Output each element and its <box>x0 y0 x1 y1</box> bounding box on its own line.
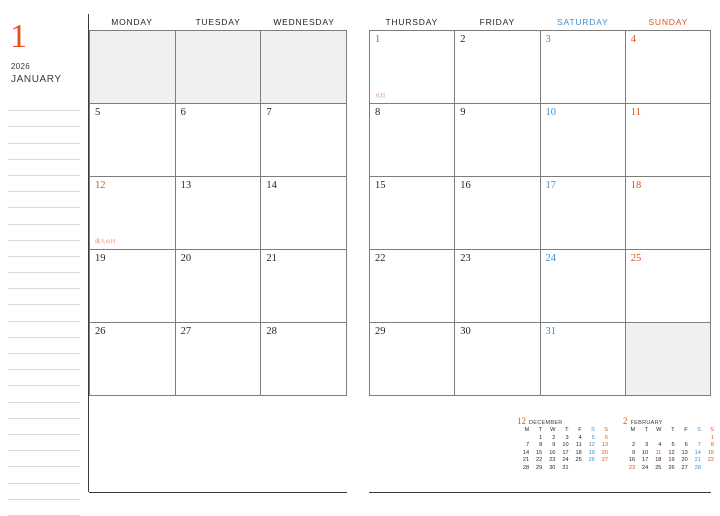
mini-weekday-header: F <box>578 427 582 433</box>
mini-day-cell: 26 <box>668 464 675 471</box>
note-line[interactable] <box>8 95 80 111</box>
day-number: 12 <box>95 180 106 191</box>
mini-day-cell: 20 <box>601 449 608 456</box>
mini-day-cell: 4 <box>578 434 582 441</box>
mini-weekday-row <box>623 427 715 435</box>
calendar-week-row <box>90 104 347 177</box>
calendar-day-cell[interactable] <box>626 31 711 104</box>
mini-calendar-table <box>623 427 715 473</box>
mini-day-cell: 13 <box>601 442 608 449</box>
calendar-cell-empty <box>261 31 347 104</box>
calendar-week-row <box>370 31 711 104</box>
mini-week-row <box>517 457 609 465</box>
mini-day-cell: 8 <box>710 442 714 449</box>
mini-week-row <box>517 450 609 458</box>
mini-week-row <box>623 450 715 458</box>
note-line[interactable] <box>8 305 80 321</box>
mini-calendar-table <box>517 427 609 473</box>
mini-day-cell: 28 <box>522 464 530 471</box>
mini-day-cell: 31 <box>562 464 569 471</box>
note-line[interactable] <box>8 322 80 338</box>
mini-day-cell: 15 <box>536 449 543 456</box>
note-line[interactable] <box>8 111 80 127</box>
mini-day-cell: 2 <box>552 434 556 441</box>
calendar-right-page <box>369 14 711 396</box>
mini-weekday-header: T <box>538 427 543 433</box>
day-number: 13 <box>180 180 192 191</box>
mini-day-cell: 9 <box>632 449 636 456</box>
mini-weekday-header: T <box>671 427 675 433</box>
calendar-day-cell[interactable] <box>176 177 262 250</box>
calendar-week-row <box>90 31 347 104</box>
calendar-day-cell[interactable] <box>90 177 176 250</box>
calendar-day-cell[interactable] <box>176 104 262 177</box>
calendar-day-cell[interactable] <box>455 177 540 250</box>
mini-day-cell: 21 <box>694 457 701 464</box>
note-line[interactable] <box>8 160 80 176</box>
mini-day-cell: 26 <box>588 457 595 464</box>
day-number: 4 <box>630 34 636 45</box>
calendar-day-cell[interactable] <box>370 177 455 250</box>
holiday-label: 成人の日 <box>95 239 116 245</box>
day-number: 16 <box>460 180 471 191</box>
day-number: 27 <box>180 326 192 337</box>
mini-day-cell: 19 <box>588 449 595 456</box>
day-number: 19 <box>95 253 106 264</box>
day-number: 23 <box>460 253 471 264</box>
mini-day-cell: 7 <box>526 442 530 449</box>
mini-day-cell: 14 <box>694 449 701 456</box>
mini-weekday-header: W <box>656 427 662 433</box>
calendar-day-cell[interactable] <box>261 104 347 177</box>
day-number: 10 <box>545 107 556 118</box>
mini-weekday-header: M <box>630 427 636 433</box>
mini-day-cell-empty <box>649 435 662 443</box>
mini-day-cell: 25 <box>575 457 582 464</box>
mini-day-cell: 19 <box>668 457 675 464</box>
weekday-header-friday: FRIDAY <box>479 17 515 27</box>
calendar-day-cell[interactable] <box>626 250 711 323</box>
calendar-day-cell[interactable] <box>541 104 626 177</box>
mini-calendar <box>517 416 609 473</box>
notes-lines[interactable] <box>8 95 80 516</box>
mini-day-cell: 6 <box>684 442 688 449</box>
mini-day-cell: 27 <box>601 457 608 464</box>
calendar-week-row <box>370 104 711 177</box>
mini-day-cell: 30 <box>549 464 556 471</box>
calendar-cell-empty <box>626 323 711 396</box>
day-number: 28 <box>266 326 277 337</box>
calendar-day-cell[interactable] <box>370 31 455 104</box>
day-number: 8 <box>375 107 381 118</box>
calendar-day-cell[interactable] <box>455 250 540 323</box>
calendar-day-cell[interactable] <box>370 250 455 323</box>
day-number: 15 <box>375 180 386 191</box>
mini-day-cell: 16 <box>628 457 636 464</box>
mini-day-cell: 18 <box>655 457 662 464</box>
mini-week-row <box>623 435 715 443</box>
mini-day-cell: 28 <box>694 464 701 471</box>
calendar-day-cell[interactable] <box>90 104 176 177</box>
mini-day-cell: 29 <box>536 464 543 471</box>
mini-day-cell: 15 <box>707 449 714 456</box>
note-line[interactable] <box>8 467 80 483</box>
calendar-day-cell[interactable] <box>90 250 176 323</box>
mini-weekday-header: T <box>565 427 569 433</box>
mini-day-cell: 5 <box>591 434 595 441</box>
calendar-day-cell[interactable] <box>541 323 626 396</box>
note-line[interactable] <box>8 500 80 516</box>
year-label: 2026 <box>11 62 30 71</box>
calendar-week-row <box>370 177 711 250</box>
mini-day-cell: 11 <box>655 449 662 456</box>
mini-day-cell: 24 <box>642 464 649 471</box>
day-number: 5 <box>95 107 101 118</box>
calendar-day-cell[interactable] <box>455 104 540 177</box>
calendar-day-cell[interactable] <box>176 250 262 323</box>
mini-day-cell: 1 <box>539 434 543 441</box>
mini-day-cell: 8 <box>539 442 543 449</box>
calendar-day-cell[interactable] <box>370 323 455 396</box>
day-number: 6 <box>180 107 186 118</box>
calendar-week-row <box>90 323 347 396</box>
calendar-day-cell[interactable] <box>90 323 176 396</box>
month-name-label: JANUARY <box>11 74 62 85</box>
mini-day-cell: 6 <box>604 434 608 441</box>
mini-week-row <box>623 442 715 450</box>
mini-month-number: 12 <box>517 416 526 426</box>
mini-day-cell: 11 <box>575 442 582 449</box>
note-line[interactable] <box>8 435 80 451</box>
note-line[interactable] <box>8 176 80 192</box>
mini-week-row <box>517 465 609 473</box>
mini-day-cell: 17 <box>562 449 569 456</box>
mini-month-number: 2 <box>623 416 628 426</box>
note-line[interactable] <box>8 208 80 224</box>
note-line[interactable] <box>8 451 80 467</box>
calendar-week-row <box>90 250 347 323</box>
mini-day-cell-empty <box>636 435 649 443</box>
mini-weekday-header: S <box>591 427 595 433</box>
bottom-rule-left <box>89 492 347 493</box>
mini-week-row <box>517 435 609 443</box>
mini-day-cell: 27 <box>681 464 688 471</box>
left-notes-column <box>0 0 88 507</box>
calendar-day-cell[interactable] <box>176 323 262 396</box>
day-number: 26 <box>95 326 106 337</box>
note-line[interactable] <box>8 127 80 143</box>
note-line[interactable] <box>8 484 80 500</box>
mini-day-cell: 13 <box>681 449 688 456</box>
mini-day-cell: 14 <box>522 449 530 456</box>
mini-day-cell: 21 <box>522 457 530 464</box>
mini-day-cell: 3 <box>645 442 649 449</box>
day-number: 7 <box>266 107 272 118</box>
mini-day-cell-empty <box>676 435 689 443</box>
mini-day-cell-empty <box>623 435 636 443</box>
calendar-week-row <box>370 323 711 396</box>
weekday-header-sunday: SUNDAY <box>648 17 689 27</box>
mini-weekday-header: S <box>604 427 608 433</box>
day-number: 9 <box>460 107 466 118</box>
day-number: 1 <box>375 34 381 45</box>
mini-day-cell: 24 <box>562 457 569 464</box>
day-number: 2 <box>460 34 466 45</box>
calendar-day-cell[interactable] <box>455 31 540 104</box>
mini-month-name: FEBRUARY <box>630 420 663 426</box>
mini-day-cell: 1 <box>710 434 714 441</box>
day-number: 22 <box>375 253 386 264</box>
mini-day-cell: 3 <box>565 434 569 441</box>
calendar-cell-empty <box>90 31 176 104</box>
day-number: 21 <box>266 253 277 264</box>
note-line[interactable] <box>8 192 80 208</box>
month-number: 1 <box>10 18 27 55</box>
day-number: 30 <box>460 326 471 337</box>
mini-day-cell: 20 <box>681 457 688 464</box>
note-line[interactable] <box>8 241 80 257</box>
note-line[interactable] <box>8 419 80 435</box>
mini-calendar-header <box>623 416 715 426</box>
day-number: 18 <box>630 180 642 191</box>
weekday-header-tuesday: TUESDAY <box>195 17 241 27</box>
mini-calendar-header <box>517 416 609 426</box>
note-line[interactable] <box>8 386 80 402</box>
mini-weekday-header: W <box>550 427 556 433</box>
mini-weekday-header: S <box>710 427 714 433</box>
weekday-header-row-left <box>89 14 347 30</box>
mini-day-cell: 23 <box>628 464 636 471</box>
calendar-cell-empty <box>176 31 262 104</box>
note-line[interactable] <box>8 257 80 273</box>
mini-day-cell: 7 <box>697 442 701 449</box>
weekday-header-row-right <box>369 14 711 30</box>
mini-week-row <box>623 457 715 465</box>
calendar-day-cell[interactable] <box>261 250 347 323</box>
calendar-grid-left <box>89 30 347 396</box>
note-line[interactable] <box>8 370 80 386</box>
note-line[interactable] <box>8 225 80 241</box>
calendar-week-row <box>90 177 347 250</box>
day-number: 14 <box>266 180 277 191</box>
day-number: 11 <box>630 107 641 118</box>
day-number: 25 <box>630 253 642 264</box>
calendar-day-cell[interactable] <box>541 31 626 104</box>
calendar-day-cell[interactable] <box>541 177 626 250</box>
calendar-day-cell[interactable] <box>261 323 347 396</box>
note-line[interactable] <box>8 289 80 305</box>
mini-day-cell: 2 <box>632 442 636 449</box>
bottom-rule-right <box>369 492 711 493</box>
mini-day-cell: 4 <box>658 442 662 449</box>
mini-day-cell-empty <box>596 465 609 473</box>
mini-day-cell-empty <box>689 435 702 443</box>
mini-week-row <box>623 465 715 473</box>
mini-day-cell: 23 <box>549 457 556 464</box>
mini-day-cell: 17 <box>642 457 649 464</box>
weekday-header-saturday: SATURDAY <box>557 17 609 27</box>
mini-calendars <box>517 416 715 473</box>
calendar-grid-right <box>369 30 711 396</box>
mini-day-cell: 22 <box>536 457 543 464</box>
mini-day-cell-empty <box>517 435 530 443</box>
weekday-header-wednesday: WEDNESDAY <box>273 17 335 27</box>
mini-day-cell: 22 <box>707 457 714 464</box>
calendar-left-page <box>89 14 347 396</box>
calendar-day-cell[interactable] <box>261 177 347 250</box>
mini-day-cell-empty <box>662 435 675 443</box>
day-number: 3 <box>545 34 551 45</box>
calendar-day-cell[interactable] <box>626 177 711 250</box>
mini-week-row <box>517 442 609 450</box>
calendar-week-row <box>370 250 711 323</box>
weekday-header-monday: MONDAY <box>111 17 153 27</box>
mini-calendar <box>623 416 715 473</box>
mini-day-cell: 10 <box>562 442 569 449</box>
calendar-day-cell[interactable] <box>455 323 540 396</box>
mini-weekday-header: S <box>697 427 701 433</box>
day-number: 29 <box>375 326 386 337</box>
holiday-label: 元日 <box>375 93 386 99</box>
day-number: 24 <box>545 253 556 264</box>
day-number: 20 <box>180 253 192 264</box>
weekday-header-thursday: THURSDAY <box>385 17 439 27</box>
calendar-day-cell[interactable] <box>626 104 711 177</box>
mini-day-cell: 9 <box>552 442 556 449</box>
mini-day-cell-empty <box>583 465 596 473</box>
day-number: 31 <box>545 326 556 337</box>
mini-day-cell: 10 <box>642 449 649 456</box>
mini-weekday-header: M <box>524 427 530 433</box>
note-line[interactable] <box>8 273 80 289</box>
note-line[interactable] <box>8 403 80 419</box>
mini-day-cell: 18 <box>575 449 582 456</box>
note-line[interactable] <box>8 144 80 160</box>
mini-day-cell: 12 <box>668 449 675 456</box>
mini-weekday-header: T <box>644 427 649 433</box>
mini-month-name: DECEMBER <box>529 420 563 426</box>
calendar-day-cell[interactable] <box>541 250 626 323</box>
mini-weekday-row <box>517 427 609 435</box>
mini-day-cell: 5 <box>671 442 675 449</box>
note-line[interactable] <box>8 338 80 354</box>
note-line[interactable] <box>8 354 80 370</box>
mini-day-cell-empty <box>702 465 715 473</box>
mini-day-cell: 16 <box>549 449 556 456</box>
day-number: 17 <box>545 180 556 191</box>
mini-day-cell: 25 <box>655 464 662 471</box>
mini-weekday-header: F <box>684 427 688 433</box>
calendar-day-cell[interactable] <box>370 104 455 177</box>
mini-day-cell: 12 <box>588 442 595 449</box>
mini-day-cell-empty <box>570 465 583 473</box>
